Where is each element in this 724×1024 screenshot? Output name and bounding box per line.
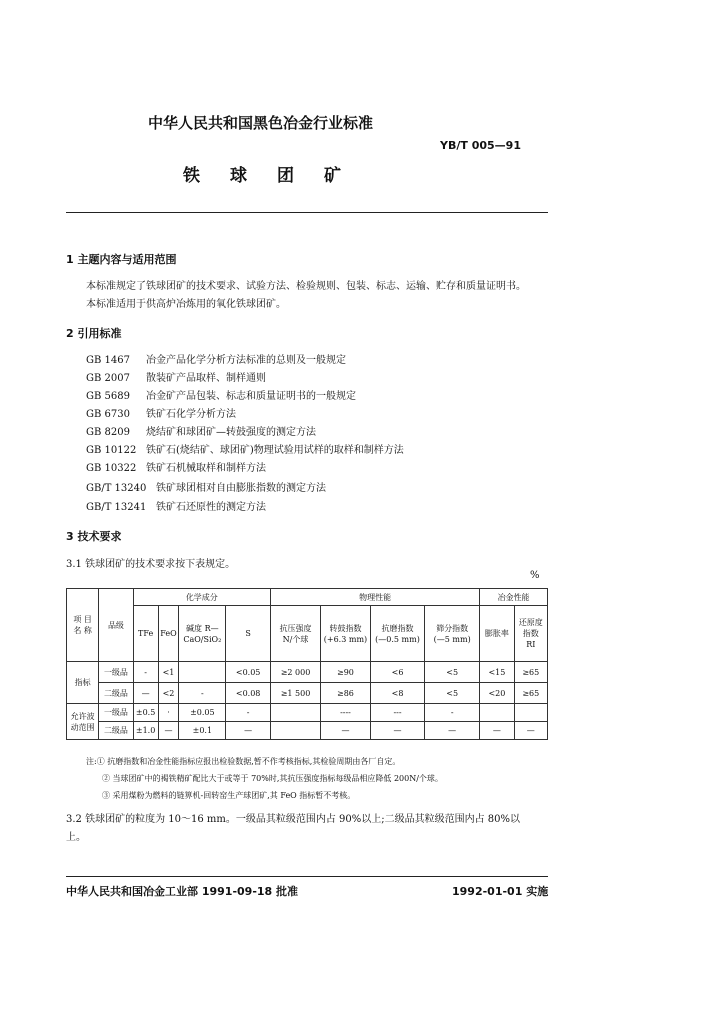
document-title [183, 161, 371, 186]
table-cell: — [425, 722, 480, 740]
clause-3-2-continuation: 上。 [66, 832, 86, 843]
top-divider [66, 212, 548, 213]
reference-code: GB 5689 [86, 391, 130, 402]
table-cell: <0.08 [226, 683, 271, 704]
table-cell: ≥65 [514, 662, 547, 683]
table-note: 注:① 抗磨指数和冶金性能指标应报出检验数据,暂不作考核指标,其检验周期由各厂自定。 [86, 757, 401, 766]
table-cell: <8 [370, 683, 424, 704]
section-2-heading: 2 引用标准 [66, 327, 122, 340]
column-header: 抗磨指数 (—0.5 mm) [370, 606, 424, 662]
header-grade: 品级 [99, 589, 133, 662]
clause-3-1: 3.1 铁球团矿的技术要求按下表规定。 [66, 559, 236, 570]
reference-code: GB 8209 [86, 427, 130, 438]
column-header: 还原度 指数 RI [514, 606, 547, 662]
header-metallurgical: 冶金性能 [480, 589, 548, 606]
row-group-label: 指标 [67, 662, 99, 704]
reference-title: 冶金产品化学分析方法标准的总则及一般规定 [146, 355, 346, 366]
table-cell: <5 [425, 662, 480, 683]
table-cell: ---- [320, 704, 370, 722]
reference-title: 铁矿石机械取样和制样方法 [146, 463, 266, 474]
reference-item [86, 387, 356, 402]
header-chemical: 化学成分 [133, 589, 270, 606]
table-cell: ≥90 [320, 662, 370, 683]
row-grade: 二级品 [99, 683, 133, 704]
table-cell: · [158, 704, 179, 722]
table-cell: <6 [370, 662, 424, 683]
reference-title: 铁矿石(烧结矿、球团矿)物理试验用试样的取样和制样方法 [146, 445, 404, 456]
table-cell: — [480, 722, 514, 740]
reference-title: 铁矿石化学分析方法 [146, 409, 236, 420]
title-char: 团 [277, 166, 294, 186]
table-cell [271, 704, 321, 722]
table-cell: <1 [158, 662, 179, 683]
header-physical: 物理性能 [271, 589, 480, 606]
table-cell: <15 [480, 662, 514, 683]
reference-item [86, 423, 316, 438]
bottom-divider [66, 876, 548, 877]
table-cell: --- [370, 704, 424, 722]
table-cell: — [514, 722, 547, 740]
reference-title: 散装矿产品取样、制样通则 [146, 373, 266, 384]
reference-title: 烧结矿和球团矿—转鼓强度的测定方法 [146, 427, 316, 438]
table-cell: - [133, 662, 158, 683]
table-cell: ±0.5 [133, 704, 158, 722]
table-cell: - [425, 704, 480, 722]
column-header: 筛分指数 (—5 mm) [425, 606, 480, 662]
reference-code: GB 1467 [86, 355, 130, 366]
table-cell: <20 [480, 683, 514, 704]
reference-item [86, 351, 346, 366]
table-cell [514, 704, 547, 722]
reference-title: 铁矿石还原性的测定方法 [156, 502, 266, 513]
table-cell: ≥86 [320, 683, 370, 704]
column-header: FeO [158, 606, 179, 662]
row-grade: 一级品 [99, 662, 133, 683]
table-cell: <2 [158, 683, 179, 704]
table-cell: — [320, 722, 370, 740]
section-1-line: 本标准规定了铁球团矿的技术要求、试验方法、检验规则、包装、标志、运输、贮存和质量证明书。 [86, 281, 526, 292]
column-header: 抗压强度 N/个球 [271, 606, 321, 662]
approval-line: 中华人民共和国冶金工业部 1991-09-18 批准 [66, 885, 299, 898]
effective-date: 1992-01-01 实施 [452, 885, 549, 898]
column-header: TFe [133, 606, 158, 662]
table-row [67, 704, 548, 722]
title-char: 铁 [183, 166, 200, 186]
reference-code: GB 2007 [86, 373, 130, 384]
table-cell [480, 704, 514, 722]
reference-code: GB 6730 [86, 409, 130, 420]
reference-code: GB/T 13240 [86, 483, 147, 494]
table-note: ③ 采用煤粉为燃料的链箅机-回转窑生产球团矿,其 FeO 指标暂不考核。 [102, 791, 356, 800]
technical-requirements-table [66, 588, 548, 740]
header-item-name: 项 目 名 称 [67, 589, 99, 662]
reference-code: GB 10322 [86, 463, 137, 474]
unit-label: % [530, 570, 540, 581]
table-cell: — [226, 722, 271, 740]
clause-3-2: 3.2 铁球团矿的粒度为 10～16 mm。一级品其粒级范围内占 90%以上;二级品其粒级范围内占 80%以 [66, 814, 521, 825]
section-3-heading: 3 技术要求 [66, 530, 122, 543]
standard-number: YB/T 005—91 [440, 139, 521, 152]
table-note: ② 当球团矿中的褐铁精矿配比大于或等于 70%时,其抗压强度指标每级品相应降低 200N/个球。 [102, 774, 443, 783]
table-cell [271, 722, 321, 740]
title-char: 球 [230, 166, 247, 186]
reference-item [86, 369, 266, 384]
table-cell: ±0.05 [179, 704, 226, 722]
table-cell: ≥65 [514, 683, 547, 704]
table-cell: ≥1 500 [271, 683, 321, 704]
table-row [67, 683, 548, 704]
column-header: 转鼓指数 (+6.3 mm) [320, 606, 370, 662]
table-row [67, 662, 548, 683]
row-grade: 二级品 [99, 722, 133, 740]
reference-code: GB/T 13241 [86, 502, 147, 513]
table-cell [179, 662, 226, 683]
column-header: 膨胀率 [480, 606, 514, 662]
reference-item [86, 479, 326, 494]
table-cell: ±1.0 [133, 722, 158, 740]
table-cell: — [158, 722, 179, 740]
issuing-organization: 中华人民共和国黑色冶金行业标准 [148, 114, 374, 132]
table-cell: ±0.1 [179, 722, 226, 740]
reference-item [86, 405, 236, 420]
row-group-label: 允许波 动范围 [67, 704, 99, 740]
row-grade: 一级品 [99, 704, 133, 722]
table-cell: — [370, 722, 424, 740]
column-header: 碱度 R— CaO/SiO₂ [179, 606, 226, 662]
reference-item [86, 441, 404, 456]
reference-title: 冶金矿产品包装、标志和质量证明书的一般规定 [146, 391, 356, 402]
table-cell: <5 [425, 683, 480, 704]
reference-item [86, 459, 266, 474]
table-cell: — [133, 683, 158, 704]
table-row [67, 722, 548, 740]
section-1-line: 本标准适用于供高炉冶炼用的氧化铁球团矿。 [86, 299, 286, 310]
table-cell: - [226, 704, 271, 722]
reference-title: 铁矿球团相对自由膨胀指数的测定方法 [156, 483, 326, 494]
section-1-heading: 1 主题内容与适用范围 [66, 253, 177, 266]
title-char: 矿 [324, 166, 341, 186]
column-header: S [226, 606, 271, 662]
reference-code: GB 10122 [86, 445, 137, 456]
table-cell: ≥2 000 [271, 662, 321, 683]
table-cell: <0.05 [226, 662, 271, 683]
table-cell: - [179, 683, 226, 704]
reference-item [86, 498, 266, 513]
